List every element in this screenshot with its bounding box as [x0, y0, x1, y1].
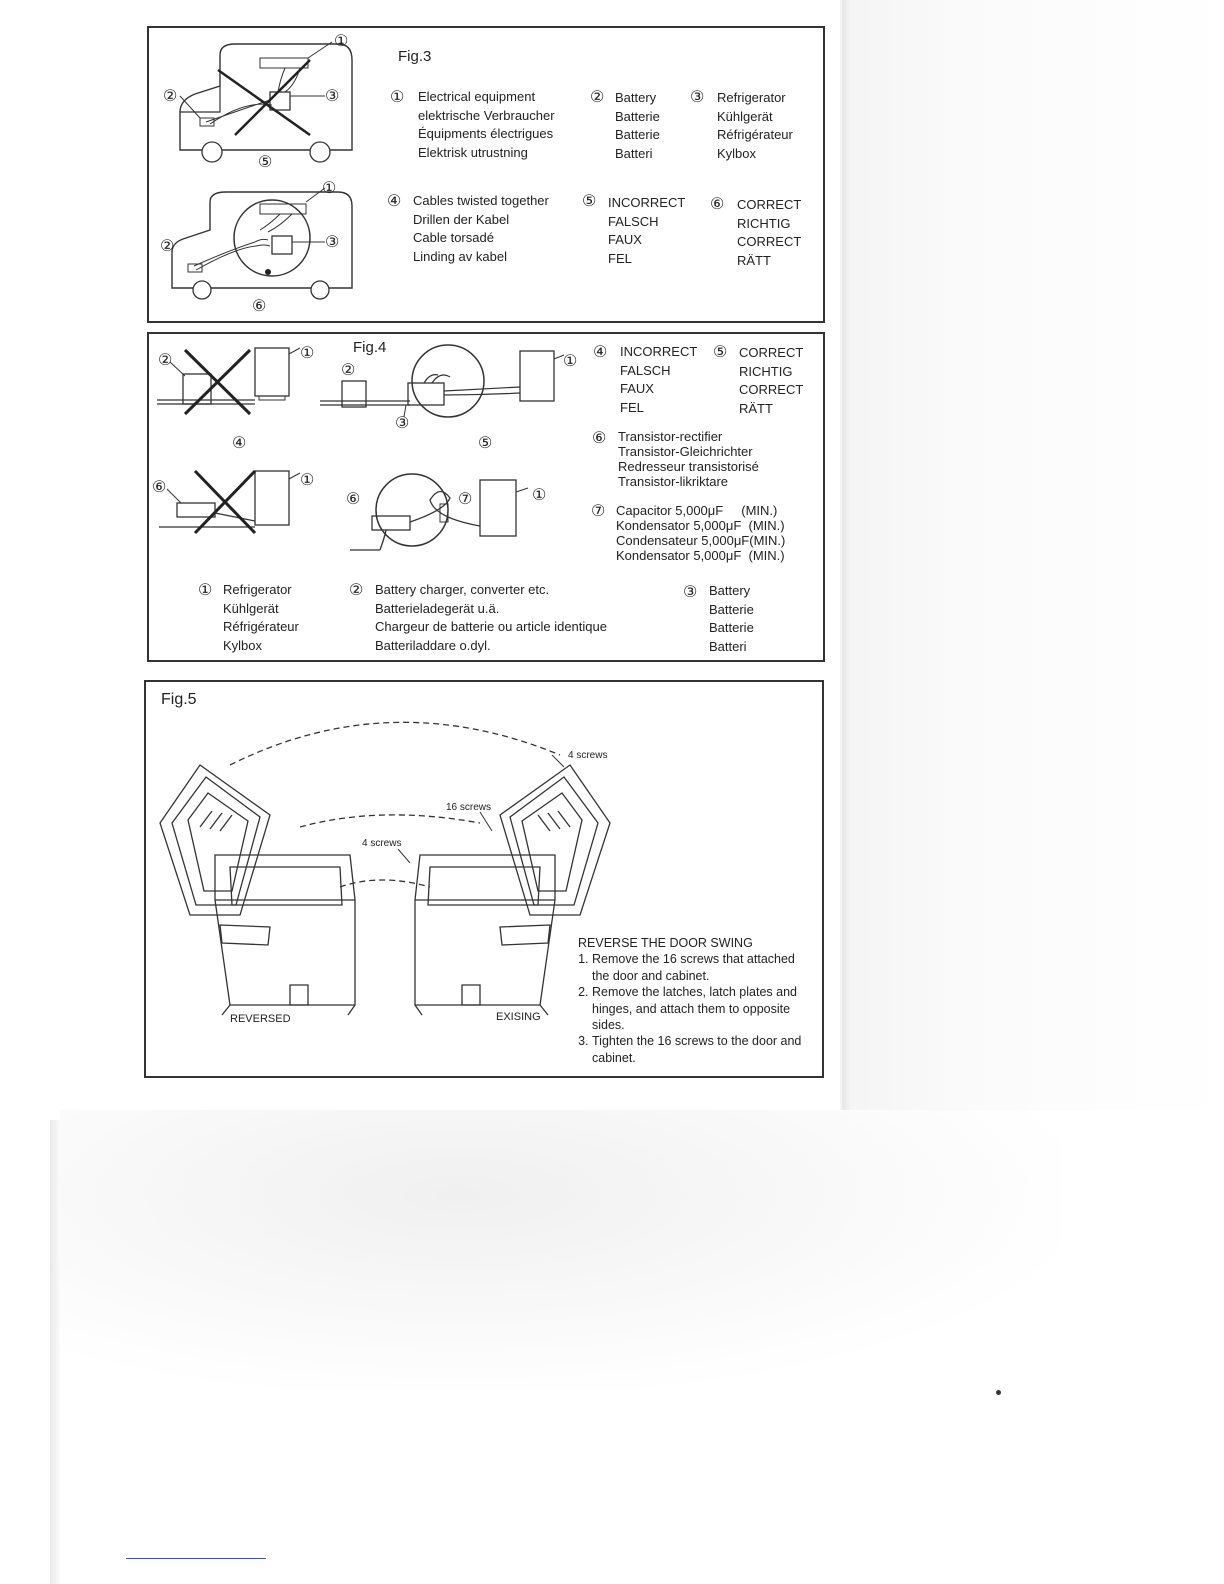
fig4-title: Fig.4 [353, 339, 387, 356]
fig4-correct-wiring-a [320, 345, 570, 425]
scan-artifact-line [126, 1558, 266, 1559]
fig4-legend-charger: Battery charger, converter etc. Batterieladegerät u.ä. Chargeur de batterie ou article identique Batteriladdare o.dyl. [375, 582, 607, 653]
fig4-correct-wiring-b [350, 470, 570, 560]
fig5-title: Fig.5 [161, 691, 197, 708]
fig4-callout-6b: ⑥ [346, 491, 361, 508]
fig3-legend-battery: Battery Batterie Batterie Batteri [615, 90, 660, 161]
fig4-callout-2b: ② [341, 362, 356, 379]
fig4-callout-7: ⑦ [458, 491, 473, 508]
fig3-callout-6b: ⑥ [252, 298, 267, 315]
fig3-legend-num-6: ⑥ [710, 196, 725, 213]
fig5-instructions [578, 935, 814, 1066]
fig4-callout-3b: ③ [395, 415, 410, 432]
fig5-step-1: 1. Remove the 16 screws that attached the door and cabinet. [592, 951, 814, 984]
fig4-legend-num-4: ④ [593, 344, 608, 361]
fig4-legend-num-1: ① [198, 582, 213, 599]
fig4-legend-num-7: ⑦ [591, 503, 606, 520]
fig3-legend-refrigerator: Refrigerator Kühlgerät Réfrigérateur Kylbox [717, 90, 793, 161]
fig4-callout-4: ④ [232, 435, 247, 452]
fig3-legend-correct: CORRECT RICHTIG CORRECT RÄTT [737, 197, 802, 268]
page-edge-left [50, 1120, 60, 1584]
fig3-legend-num-4: ④ [387, 193, 402, 210]
fig5-label-4-screws-left: 4 screws [362, 838, 402, 849]
fig4-callout-2a: ② [158, 352, 173, 369]
page-edge [842, 0, 852, 1110]
fig4-callout-1d: ① [532, 487, 547, 504]
fig3-callout-5a: ⑤ [258, 154, 273, 171]
fig5-door-swing-diagram [150, 705, 620, 1025]
fig4-legend-refrigerator: Refrigerator Kühlgerät Réfrigérateur Kylbox [223, 582, 299, 653]
fig3-callout-2b: ② [160, 238, 175, 255]
fig5-instructions-steps [578, 951, 814, 1066]
page-shadow-right [840, 0, 1224, 1110]
fig5-step-2: 2. Remove the latches, latch plates and hinges, and attach them to opposite sides. [592, 984, 814, 1033]
fig4-callout-1a: ① [300, 345, 315, 362]
fig4-legend-num-2: ② [349, 582, 364, 599]
fig4-legend-capacitor: Capacitor 5,000μF (MIN.) Kondensator 5,000μF (MIN.) Condensateur 5,000μF(MIN.) Kondensator 5,000μF (MIN.) [616, 503, 786, 563]
fig3-callout-2a: ② [163, 88, 178, 105]
page-shadow-bottom [60, 1110, 1060, 1390]
fig3-legend-num-2: ② [590, 89, 605, 106]
fig3-legend-electrical: Electrical equipment elektrische Verbraucher Équipments électrigues Elektrisk utrustning [418, 89, 555, 160]
fig3-legend-incorrect: INCORRECT FALSCH FAUX FEL [608, 195, 686, 266]
fig4-legend-num-3: ③ [683, 584, 698, 601]
fig4-legend-rectifier: Transistor-rectifier Transistor-Gleichrichter Redresseur transistorisé Transistor-likriktare [618, 429, 759, 489]
fig3-legend-cables: Cables twisted together Drillen der Kabel Cable torsadé Linding av kabel [413, 193, 549, 264]
fig4-callout-5: ⑤ [478, 435, 493, 452]
fig4-legend-incorrect: INCORRECT FALSCH FAUX FEL [620, 344, 698, 415]
fig5-step-3: 3. Tighten the 16 screws to the door and cabinet. [592, 1033, 814, 1066]
fig3-callout-1b: ① [322, 180, 337, 197]
fig5-label-existing: EXISING [496, 1011, 541, 1023]
fig4-callout-1c: ① [300, 472, 315, 489]
fig4-legend-battery: Battery Batterie Batterie Batteri [709, 583, 754, 654]
fig3-legend-num-1: ① [390, 89, 405, 106]
fig5-instructions-title: REVERSE THE DOOR SWING [578, 936, 753, 950]
fig3-callout-3b: ③ [325, 234, 340, 251]
fig4-legend-num-5: ⑤ [713, 344, 728, 361]
scan-artifact-dot [996, 1390, 1001, 1395]
fig3-legend-num-5: ⑤ [582, 193, 597, 210]
fig3-title: Fig.3 [398, 48, 432, 65]
fig4-legend-correct: CORRECT RICHTIG CORRECT RÄTT [739, 345, 804, 416]
fig3-callout-3a: ③ [325, 88, 340, 105]
fig4-callout-6a: ⑥ [152, 479, 167, 496]
fig5-label-16-screws: 16 screws [446, 802, 492, 813]
fig4-legend-num-6: ⑥ [592, 430, 607, 447]
fig5-label-4-screws-top: 4 screws [568, 750, 608, 761]
fig4-callout-1b: ① [563, 353, 578, 370]
fig5-label-reversed: REVERSED [230, 1013, 291, 1025]
fig3-legend-num-3: ③ [690, 89, 705, 106]
fig3-callout-1a: ① [334, 33, 349, 50]
